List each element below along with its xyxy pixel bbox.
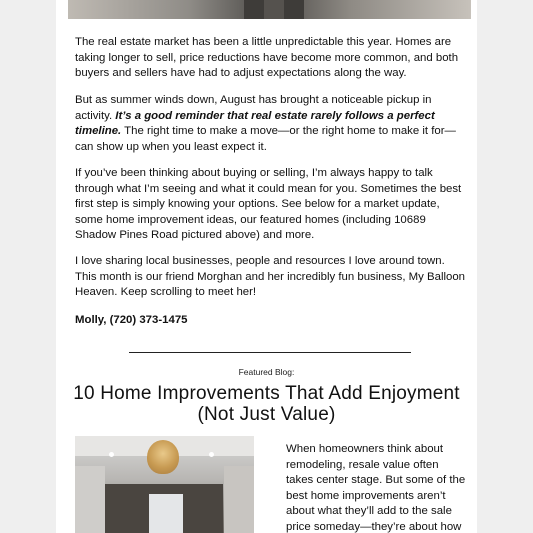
blog-excerpt: When homeowners think about remodeling, resale value often takes center stage. But some of the best home improvements aren’t about what they’ll add to the sale price someday—they’re about how	[286, 443, 466, 533]
local-business-paragraph: I love sharing local businesses, people and resources I love around town. This month is our friend Morghan and her incredibly fun business, My Balloon Heaven. Keep scrolling to meet her!	[75, 255, 466, 299]
featured-blog-label: Featured Blog:	[238, 367, 295, 377]
blog-image-window	[149, 494, 183, 533]
blog-image-chandelier	[147, 440, 179, 474]
featured-blog-title[interactable]	[56, 383, 477, 425]
email-content	[56, 0, 477, 533]
intro-paragraph: The real estate market has been a little unpredictable this year. Homes are taking longer to sell, price reductions have become more common, and both buyers and sellers have had to adjust expectations along the way.	[75, 36, 459, 80]
blog-title-line2: (Not Just Value)	[197, 404, 336, 425]
market-paragraph-end: The right time to make a move—or the right home to make it for—can show up when you least expect it.	[75, 125, 456, 153]
hero-door-panel	[264, 0, 284, 19]
blog-image-wall-left	[75, 466, 105, 533]
blog-image-light	[209, 452, 214, 457]
signature: Molly, (720) 373-1475	[75, 314, 188, 326]
blog-image-wall-right	[224, 466, 254, 533]
hero-image	[68, 0, 471, 19]
market-paragraph-emphasis: It’s a good reminder that real estate rarely follows a perfect timeline.	[75, 109, 435, 138]
options-paragraph: If you’ve been thinking about buying or selling, I’m always happy to talk through what I’m seeing and what it could mean for you. Sometimes the best first step is simply knowing your options. See below for a market update, some home improvement ideas, our featured homes (including 10689 Shadow Pines Road pictured above) and more.	[75, 167, 462, 242]
blog-image[interactable]	[75, 436, 254, 533]
market-paragraph	[75, 93, 467, 155]
section-divider	[129, 352, 411, 353]
blog-title-line1: 10 Home Improvements That Add Enjoyment	[73, 383, 460, 404]
blog-image-light	[109, 452, 114, 457]
market-paragraph-start: But as summer winds down, August has brought a noticeable pickup in activity.	[75, 94, 432, 122]
